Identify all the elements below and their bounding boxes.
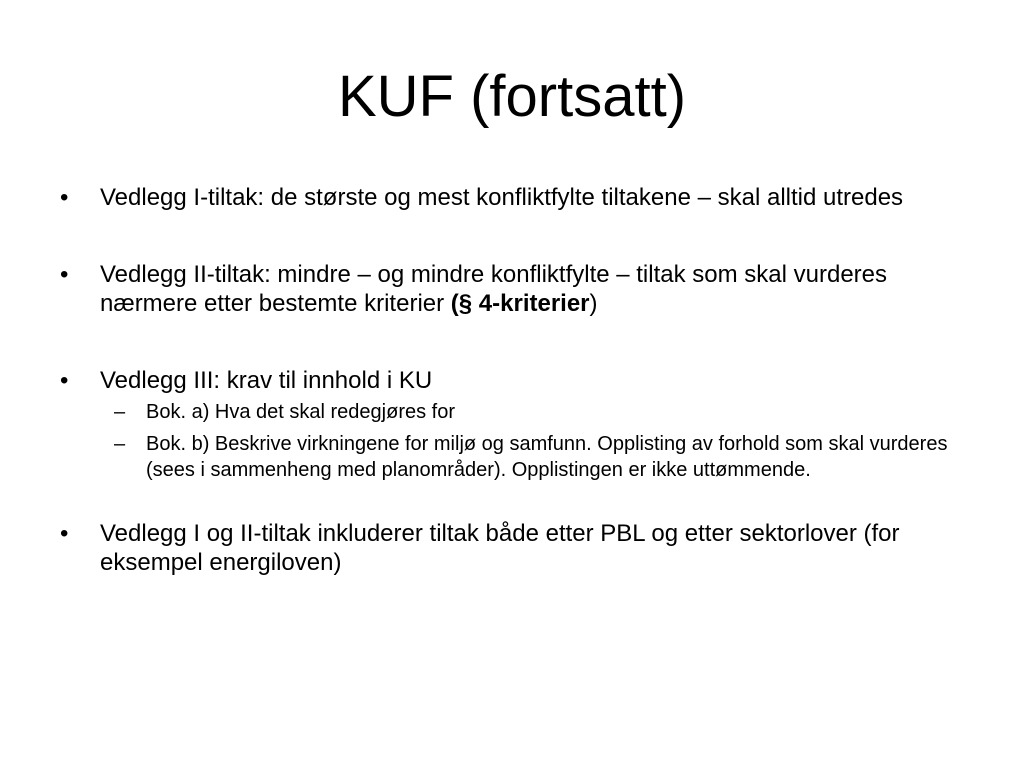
bullet-dot: •	[60, 184, 69, 211]
bullet-item	[56, 183, 976, 212]
sub-item-text: Bok. a) Hva det skal redegjøres for	[146, 401, 456, 423]
bullet-text-end: )	[589, 290, 598, 317]
sub-item	[56, 431, 976, 483]
bullet-text: Vedlegg II-tiltak: mindre – og mindre konfliktfylte – tiltak som skal vurderes nærmere etter bestemte kriterier	[100, 261, 888, 317]
slide-title: KUF (fortsatt)	[337, 64, 687, 129]
bullet-item	[56, 519, 976, 577]
bullet-dot: •	[60, 520, 69, 547]
bullet-item	[56, 366, 976, 395]
bullet-dot: •	[60, 367, 69, 394]
sub-dash: –	[114, 433, 126, 455]
bullet-item	[56, 260, 976, 318]
bullet-text: Vedlegg I-tiltak: de største og mest konfliktfylte tiltakene – skal alltid utredes	[100, 184, 904, 211]
sub-item-text: Bok. b) Beskrive virkningene for miljø og samfunn. Opplisting av forhold som skal vurderes (sees i sammenheng med planområder). Opplistingen er ikke uttømmende.	[146, 433, 948, 481]
bullet-text: Vedlegg III: krav til innhold i KU	[100, 367, 433, 394]
sub-list	[56, 399, 976, 483]
sub-dash: –	[114, 401, 126, 423]
slide-body	[56, 183, 976, 577]
bullet-dot: •	[60, 261, 69, 288]
bullet-text-bold: (§ 4-kriterier	[450, 290, 590, 317]
sub-item	[56, 399, 976, 425]
bullet-text: Vedlegg I og II-tiltak inkluderer tiltak både etter PBL og etter sektorlover (for eksempel energiloven)	[100, 520, 900, 576]
